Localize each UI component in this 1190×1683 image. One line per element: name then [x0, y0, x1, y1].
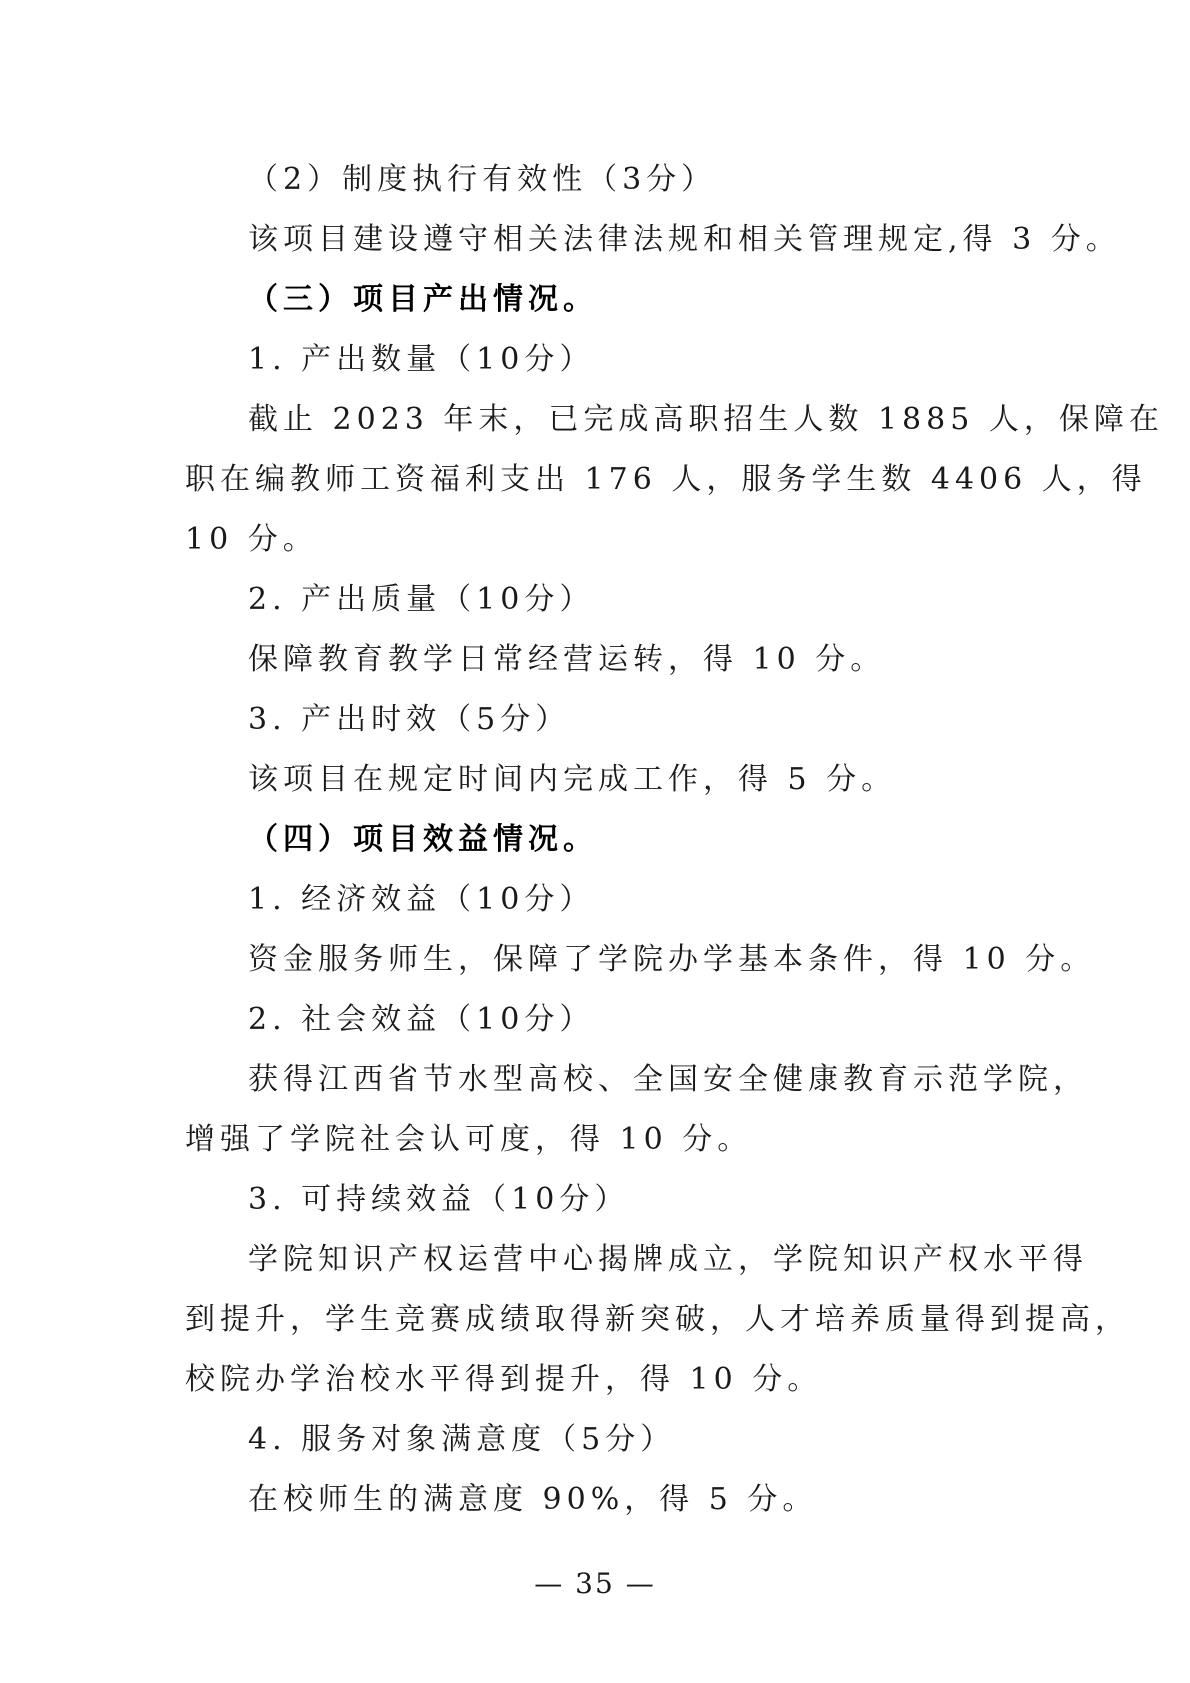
item-heading: 1. 产出数量（10分） — [248, 342, 595, 377]
paragraph-line: 增强了学院社会认可度，得 10 分。 — [185, 1122, 753, 1157]
paragraph-line: 资金服务师生，保障了学院办学基本条件，得 10 分。 — [248, 942, 1096, 977]
subsection-heading: （2）制度执行有效性（3分） — [248, 162, 717, 197]
item-heading: 2. 社会效益（10分） — [248, 1002, 595, 1037]
paragraph-line: 职在编教师工资福利支出 176 人，服务学生数 4406 人，得 — [185, 462, 1147, 497]
paragraph-line: 学院知识产权运营中心揭牌成立，学院知识产权水平得 — [248, 1242, 1088, 1277]
item-heading: 2. 产出质量（10分） — [248, 582, 595, 617]
paragraph-line: 保障教育教学日常经营运转，得 10 分。 — [248, 642, 886, 677]
section-heading: （四）项目效益情况。 — [248, 822, 598, 857]
paragraph-line: 该项目建设遵守相关法律法规和相关管理规定,得 3 分。 — [248, 222, 1121, 257]
section-heading: （三）项目产出情况。 — [248, 282, 598, 317]
paragraph-line: 截止 2023 年末，已完成高职招生人数 1885 人，保障在 — [248, 402, 1164, 437]
item-heading: 4. 服务对象满意度（5分） — [248, 1422, 676, 1457]
item-heading: 1. 经济效益（10分） — [248, 882, 595, 917]
paragraph-line: 该项目在规定时间内完成工作，得 5 分。 — [248, 762, 897, 797]
item-heading: 3. 产出时效（5分） — [248, 702, 571, 737]
item-heading: 3. 可持续效益（10分） — [248, 1182, 630, 1217]
paragraph-line: 10 分。 — [185, 522, 318, 557]
paragraph-line: 校院办学治校水平得到提升，得 10 分。 — [185, 1362, 823, 1397]
page-number: — 35 — — [534, 1567, 656, 1600]
paragraph-line: 获得江西省节水型高校、全国安全健康教育示范学院， — [248, 1062, 1088, 1097]
paragraph-line: 在校师生的满意度 90%，得 5 分。 — [248, 1482, 818, 1517]
paragraph-line: 到提升，学生竞赛成绩取得新突破，人才培养质量得到提高， — [185, 1302, 1130, 1337]
